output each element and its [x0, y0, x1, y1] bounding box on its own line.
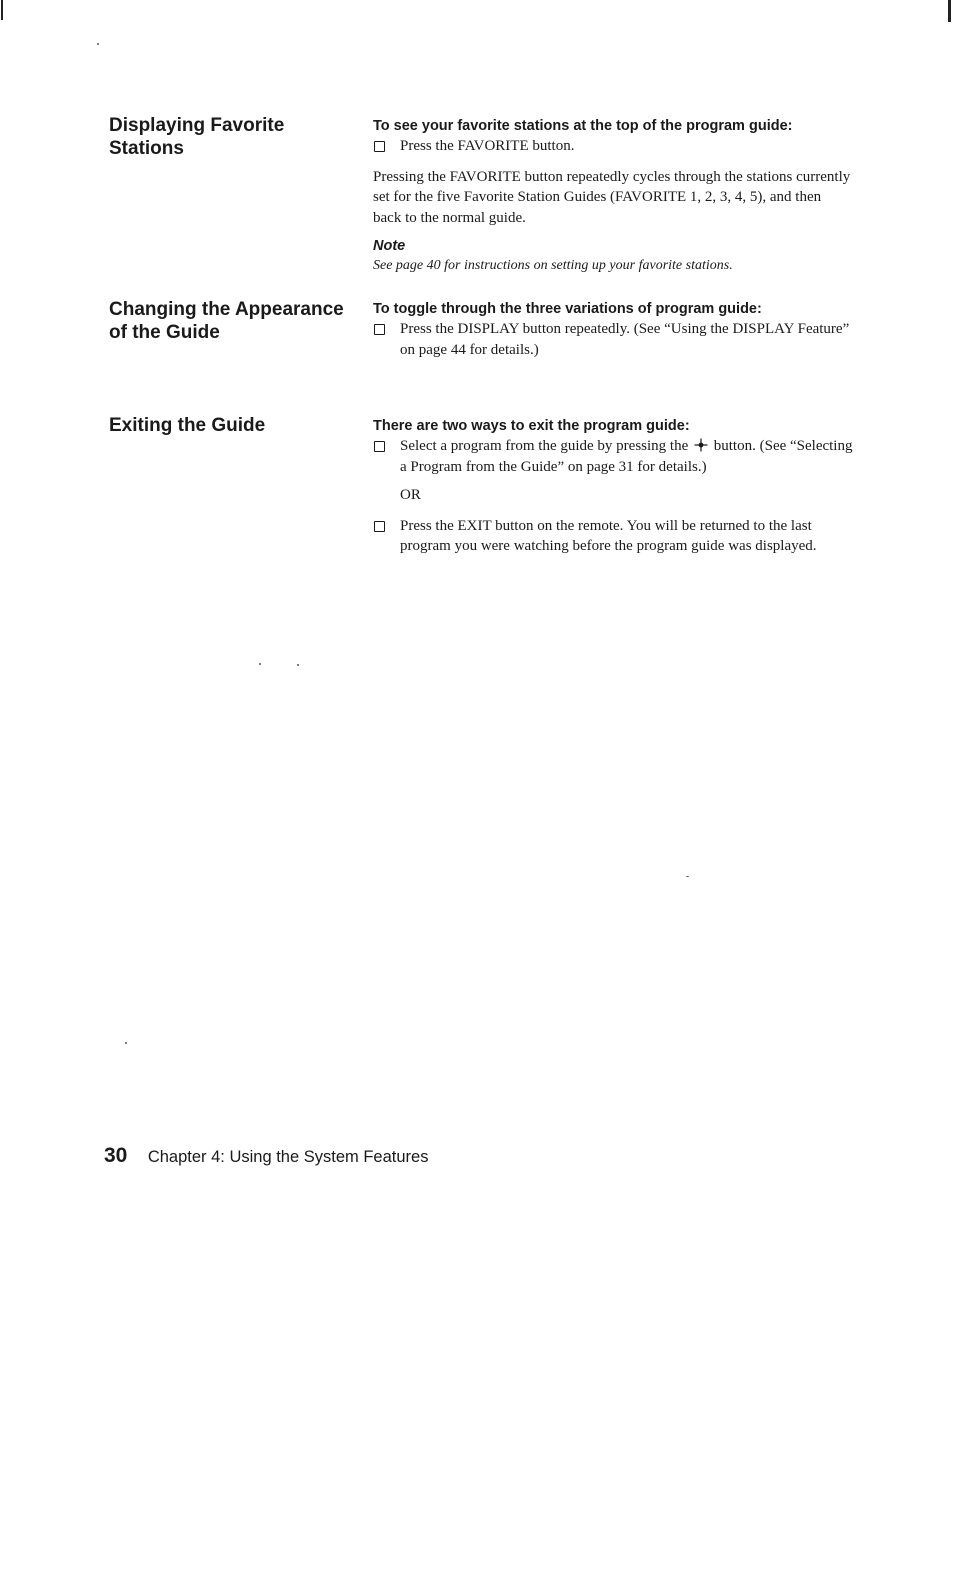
bullet-text-after-icon: button. (See “Selecting a Program from the Guide” on page 31 for details.)	[400, 438, 853, 475]
bullet-item	[373, 136, 853, 157]
scan-edge-mark-left	[1, 0, 3, 20]
scan-edge-mark-right	[948, 0, 951, 22]
checkbox-square-icon	[374, 441, 385, 452]
bullet-text: Press the FAVORITE button.	[400, 138, 575, 154]
checkbox-square-icon	[374, 324, 385, 335]
section-content	[373, 416, 853, 557]
section-heading: Changing the Appearance of the Guide	[109, 299, 344, 343]
bullet-text-before-icon: Select a program from the guide by pressing the	[400, 438, 689, 454]
bullet-text: Press the EXIT button on the remote. You will be returned to the last program you were watching before the program guide was displayed.	[400, 517, 817, 554]
section-heading: Exiting the Guide	[109, 415, 266, 436]
note-text: See page 40 for instructions on setting up your favorite stations.	[373, 258, 733, 273]
scan-speck	[297, 664, 299, 666]
bullet-text: Press the DISPLAY button repeatedly. (See “Using the DISPLAY Feature” on page 44 for details.)	[400, 321, 850, 358]
bullet-item	[373, 319, 853, 360]
note-label: Note	[373, 238, 406, 254]
bullet-item	[373, 436, 853, 477]
checkbox-square-icon	[374, 521, 385, 532]
joystick-select-icon	[694, 438, 708, 452]
step-heading: There are two ways to exit the program guide:	[373, 418, 690, 434]
page-footer	[104, 1144, 428, 1168]
step-heading: To see your favorite stations at the top of the program guide:	[373, 118, 793, 134]
bullet-item	[373, 516, 853, 557]
checkbox-square-icon	[374, 141, 385, 152]
chapter-title: Chapter 4: Using the System Features	[147, 1148, 429, 1166]
section-content	[373, 299, 853, 360]
or-separator: OR	[400, 487, 421, 503]
scan-speck	[125, 1042, 127, 1044]
section-content	[373, 116, 853, 276]
step-heading: To toggle through the three variations of program guide:	[373, 301, 762, 317]
scan-speck	[686, 876, 689, 877]
section-heading: Displaying Favorite Stations	[109, 115, 285, 159]
scan-speck	[259, 663, 261, 665]
page-number: 30	[104, 1144, 128, 1167]
scan-speck	[97, 43, 99, 45]
body-paragraph: Pressing the FAVORITE button repeatedly cycles through the stations currently set for the five Favorite Station Guides (FAVORITE 1, 2, 3, 4, 5), and then back to the normal guide.	[373, 168, 851, 226]
